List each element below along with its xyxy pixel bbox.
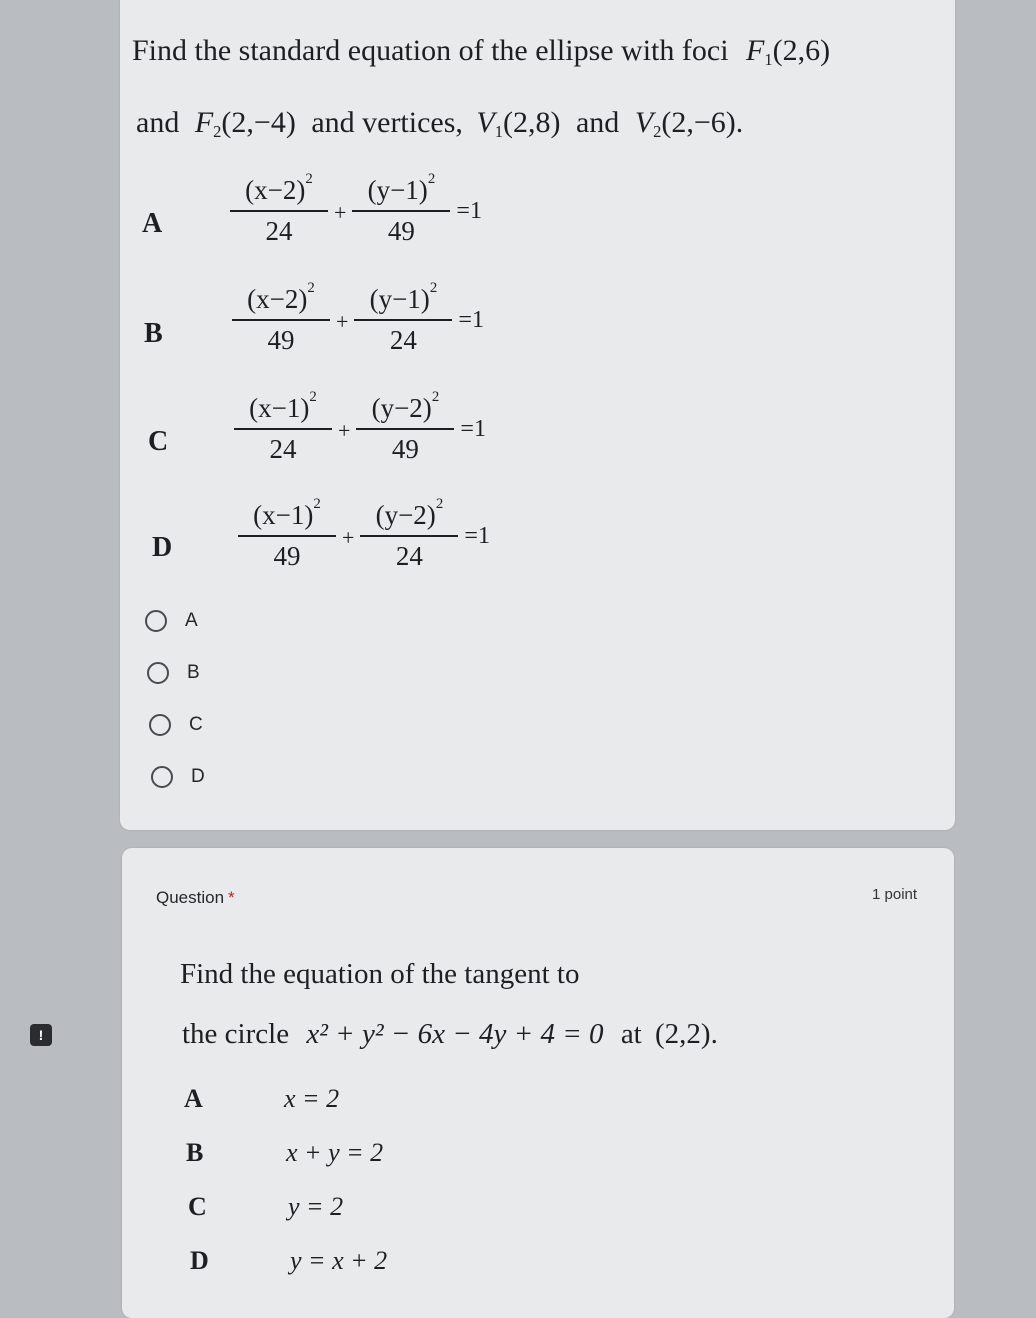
question2-text-line1: Find the equation of the tangent to	[180, 958, 580, 990]
option-letter-a: A	[142, 208, 163, 239]
option-formula-c: $\frac{(x-1)^2}{24}$ + $\frac{(y-2)^2}{49}$ =1	[234, 393, 486, 465]
option-letter-c: C	[148, 426, 169, 457]
question-text-line2: and $F_2(2,-4)$ and vertices, $V_1(2,8)$ and $V_2(2,-6)$.	[136, 106, 744, 141]
question2-option-c: C y = 2	[188, 1192, 344, 1221]
option-formula-b: $\frac{(x-2)^2}{49}$ + $\frac{(y-1)^2}{24}$ =1	[232, 284, 484, 356]
radio-circle-icon[interactable]	[151, 766, 173, 788]
question2-option-a: A x = 2	[184, 1084, 340, 1113]
required-mark: *	[228, 888, 235, 907]
question2-option-b: B x + y = 2	[186, 1138, 384, 1167]
option-formula-d: $\frac{(x-1)^2}{49}$ + $\frac{(y-2)^2}{24}$ =1	[238, 500, 490, 572]
option-formula-a: $\frac{(x-2)^2}{24}$ + $\frac{(y-1)^2}{49}$ =1	[230, 175, 482, 247]
option-letter-b: B	[144, 318, 163, 349]
radio-option-a[interactable]: A	[145, 610, 198, 632]
circle-equation: x² + y² − 6x − 4y + 4 = 0	[306, 1018, 604, 1050]
question-label: Question *	[156, 888, 235, 907]
radio-circle-icon[interactable]	[149, 714, 171, 736]
question2-option-d: D y = x + 2	[190, 1246, 388, 1275]
radio-option-d[interactable]: D	[151, 766, 205, 788]
radio-circle-icon[interactable]	[147, 662, 169, 684]
radio-option-c[interactable]: C	[149, 714, 203, 736]
question2-text-line2: the circle x² + y² − 6x − 4y + 4 = 0 at (2,2).	[182, 1018, 718, 1050]
radio-option-b[interactable]: B	[147, 662, 200, 684]
points-badge: 1 point	[872, 886, 918, 903]
radio-circle-icon[interactable]	[145, 610, 167, 632]
warning-icon: !	[30, 1024, 52, 1046]
question-text-line1: Find the standard equation of the ellipse with foci $F_1(2,6)$	[132, 34, 831, 69]
option-letter-d: D	[152, 532, 173, 563]
